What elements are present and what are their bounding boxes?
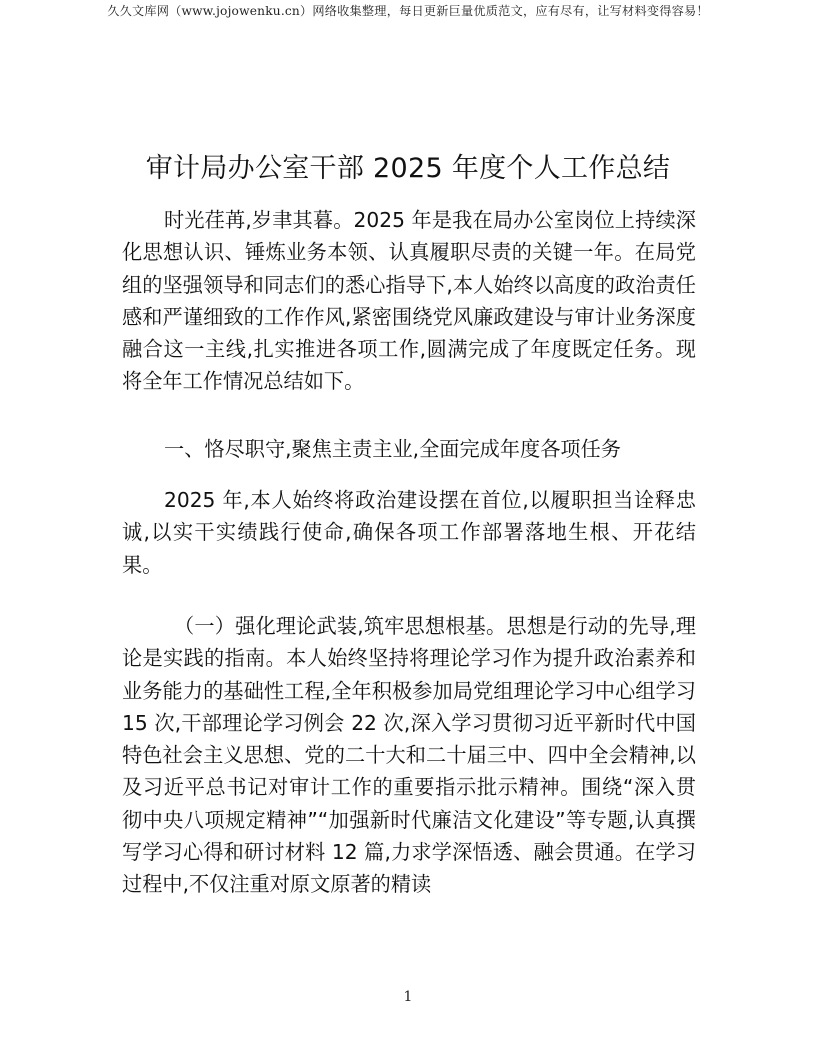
section-1-paragraph: 2025 年,本人始终将政治建设摆在首位,以履职担当诠释忠诚,以实干实绩践行使命,确保各项工作部署落地生根、开花结果。 bbox=[122, 488, 696, 577]
section-heading-1: 一、恪尽职守,聚焦主责主业,全面完成年度各项任务 bbox=[164, 437, 621, 461]
document-title: 审计局办公室干部 2025 年度个人工作总结 bbox=[145, 153, 671, 184]
intro-paragraph: 时光荏苒,岁聿其暮。2025 年是我在局办公室岗位上持续深化思想认识、锤炼业务本领、认真履职尽责的关键一年。在局党组的坚强领导和同志们的悉心指导下,本人始终以高度的政治责任感和严谨细致的工作作风,紧密围绕党风廉政建设与审计业务深度融合这一主线,扎实推进各项工作,圆满完成了年度既定任务。现将全年工作情况总结如下。 bbox=[122, 208, 696, 394]
subsection-1-paragraph: （一）强化理论武装,筑牢思想根基。思想是行动的先导,理论是实践的指南。本人始终坚持将理论学习作为提升政治素养和业务能力的基础性工程,全年积极参加局党组理论学习中心组学习 15 次,干部理论学习例会 22 次,深入学习贯彻习近平新时代中国特色社会主义思想、党的二十大和二十届三中、四中全会精神,以及习近平总书记对审计工作的重要指示批示精神。围绕“深入贯彻中央八项规定精神”“加强新时代廉洁文化建设”等专题,认真撰写学习心得和研讨材料 12 篇,力求学深悟透、融会贯通。在学习过程中,不仅注重对原文原著的精读 bbox=[122, 614, 696, 897]
page-number: 1 bbox=[403, 989, 413, 1005]
watermark-banner: 久久文库网（www.jojowenku.cn）网络收集整理，每日更新巨量优质范文，应有尽有，让写材料变得容易！ bbox=[107, 4, 709, 18]
